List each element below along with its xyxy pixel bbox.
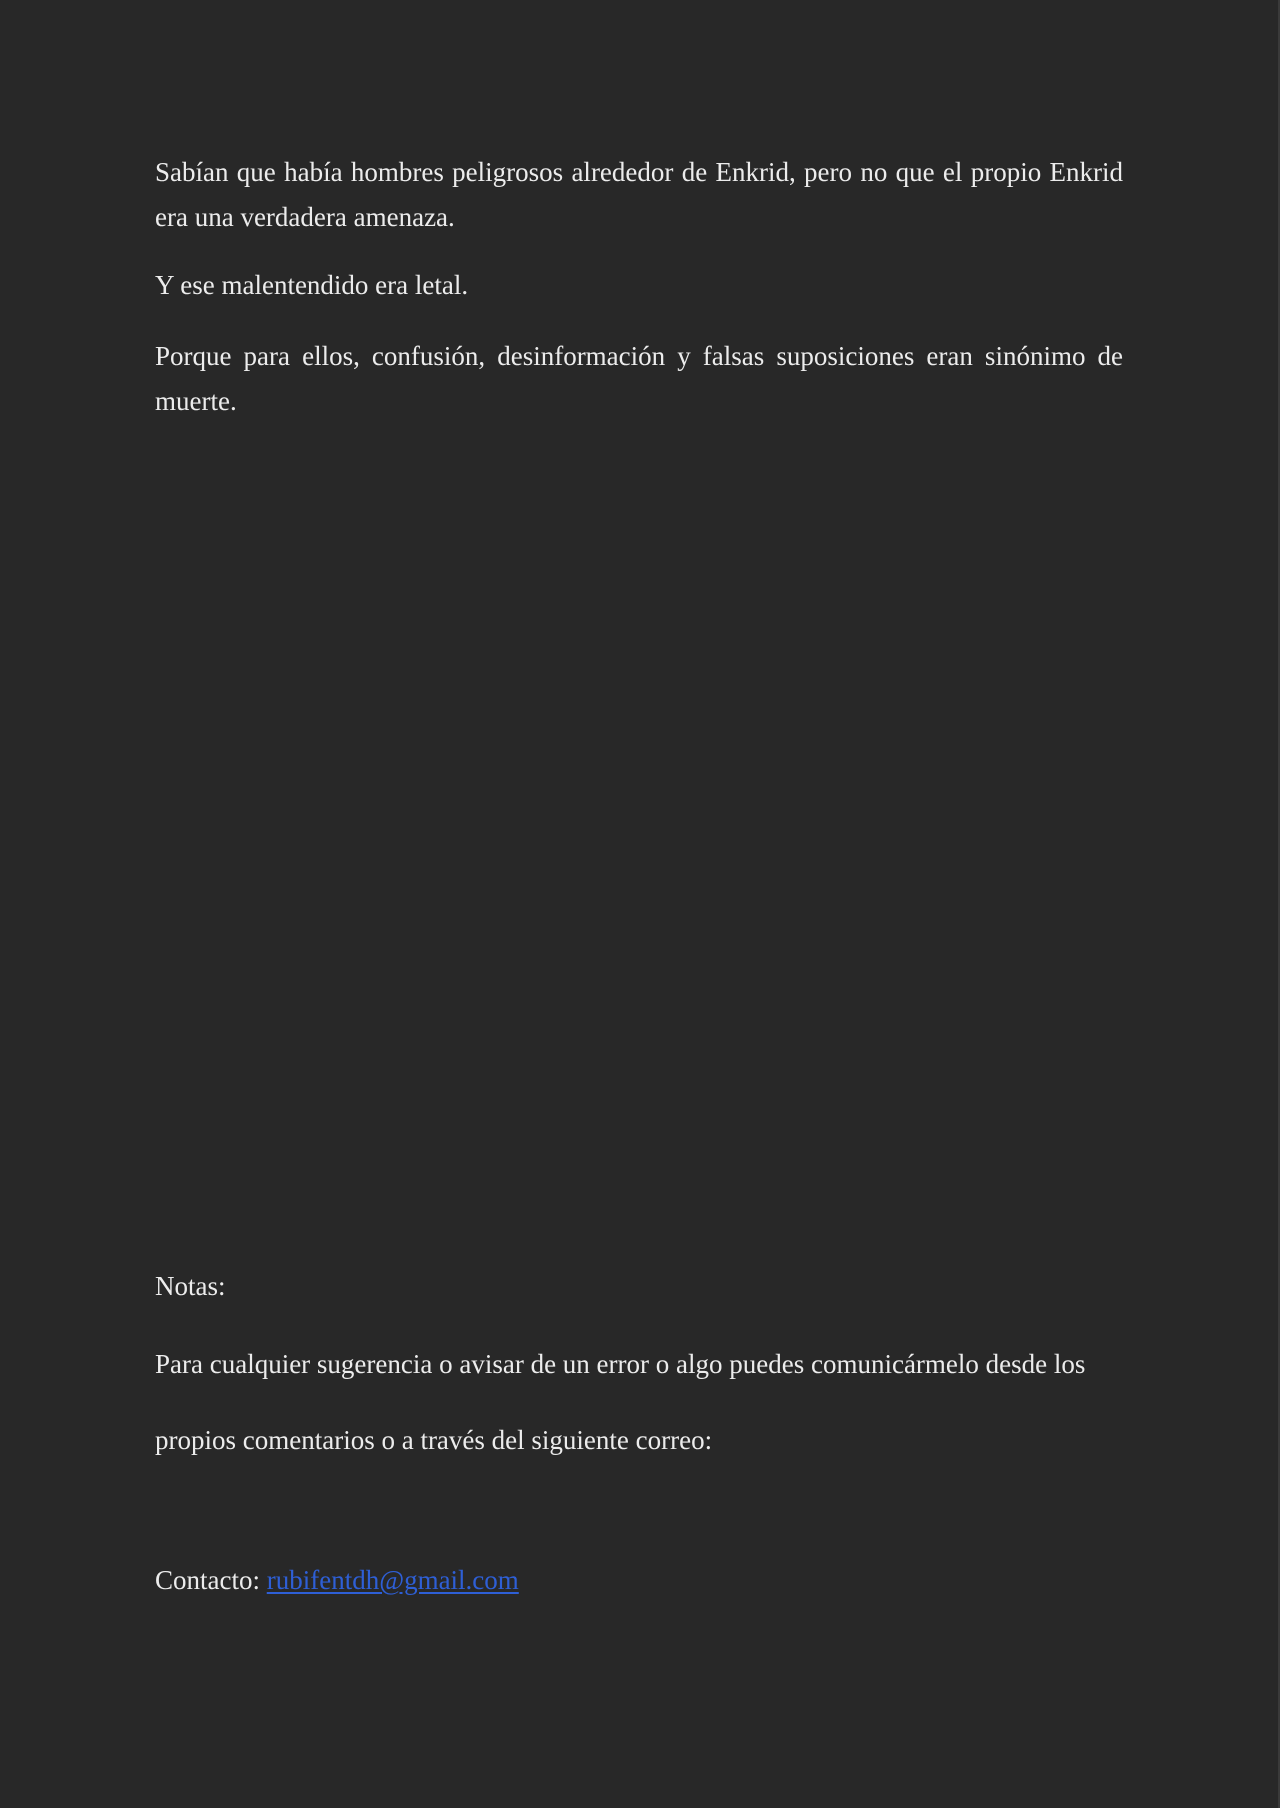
notes-heading: Notas:	[155, 1271, 226, 1301]
contact-label: Contacto:	[155, 1565, 260, 1595]
story-paragraph-1: Sabían que había hombres peligrosos alrededor de Enkrid, pero no que el propio Enkrid era una verdadera amenaza.	[155, 157, 1123, 232]
notes-text-line-2: propios comentarios o a través del siguiente correo:	[155, 1425, 713, 1455]
contact-line	[155, 1558, 1123, 1603]
story-paragraph-2: Y ese malentendido era letal.	[155, 270, 469, 300]
story-paragraph-3: Porque para ellos, confusión, desinformación y falsas suposiciones eran sinónimo de muerte.	[155, 341, 1123, 416]
contact-email-link[interactable]: rubifentdh@gmail.com	[266, 1565, 519, 1595]
notes-text-line-1: Para cualquier sugerencia o avisar de un error o algo puedes comunicármelo desde los	[155, 1349, 1086, 1379]
